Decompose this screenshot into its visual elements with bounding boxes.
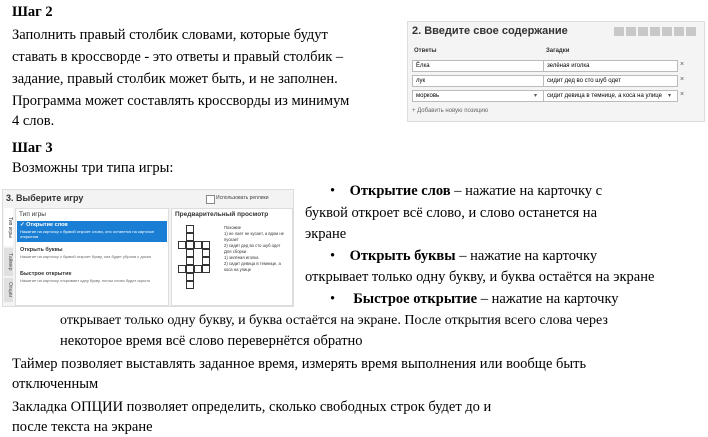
check-icon: ✓ Открытие слов — [20, 222, 68, 228]
preview-panel — [171, 208, 293, 306]
step3-intro: Возможны три типа игры: — [12, 160, 174, 176]
entry-row[interactable] — [412, 60, 678, 72]
bullet-item — [330, 246, 597, 266]
plus-icon: + — [412, 108, 418, 114]
tab-options[interactable]: Опции — [4, 278, 13, 302]
bullet-text: открывает только одну букву, и буква остаётся на экране. После открытия всего слова через — [60, 313, 608, 328]
bullet-text: открывает только одну букву, и буква остаётся на экране — [305, 269, 655, 285]
option-desc: Нажатие на карточку с буквой откроет слово, оно останется на карточке открытым — [20, 229, 155, 239]
bullet-term: Открыть буквы — [349, 248, 456, 264]
bullet-text: буквой откроет всё слово, и слово останется на — [305, 205, 598, 221]
panel-title: Тип игры — [19, 211, 46, 218]
answer-cell[interactable]: Ёлка — [416, 63, 430, 69]
chevron-down-icon[interactable]: ▾ — [534, 93, 538, 99]
add-entry-button[interactable] — [412, 108, 488, 114]
replicas-checkbox[interactable] — [206, 195, 215, 204]
preview-clue: 1) зелёная иголка — [224, 255, 259, 260]
chevron-down-icon[interactable]: ▾ — [668, 93, 672, 99]
bullet-icon: • — [330, 183, 350, 199]
bullet-text: – нажатие на карточку — [455, 248, 598, 264]
preview-clue: Похожие — [224, 225, 242, 230]
step2-line-1: Заполнить правый столбик словами, которые будут — [12, 27, 328, 43]
crossword-grid — [178, 225, 218, 297]
close-icon[interactable]: × — [680, 76, 685, 83]
game-option[interactable] — [17, 221, 167, 242]
game-select-title: 3. Выберите игру — [6, 193, 84, 203]
preview-title: Предварительный просмотр — [175, 211, 269, 218]
bullet-text: – нажатие на карточку — [477, 291, 619, 307]
clue-cell[interactable]: сидит дед во сто шуб одет — [547, 78, 621, 84]
preview-clue: 1) не лает не кусает, а вдом не пускает — [224, 231, 284, 242]
toolbar-icon — [674, 27, 684, 36]
timer-text: отключенным — [12, 376, 99, 392]
options-text: Закладка ОПЦИИ позволяет определить, сколько свободных строк будет до и — [12, 399, 492, 415]
preview-clue: 2) сидит дед во сто шуб одет — [224, 243, 281, 248]
tab-timer[interactable]: Таймер — [4, 248, 13, 276]
clues-header: Загадки — [546, 48, 570, 54]
step3-heading: Шаг 3 — [12, 140, 53, 156]
preview-clues — [224, 225, 290, 273]
toolbar-icon — [650, 27, 660, 36]
option-desc: Нажатие на карточку открывает одну букву, потом слово будет скрыто — [20, 278, 151, 283]
game-option[interactable] — [17, 246, 167, 266]
content-screenshot — [407, 21, 705, 122]
toolbar-icon — [614, 27, 624, 36]
bullet-item — [330, 289, 619, 309]
bullet-icon: • — [330, 248, 350, 264]
entry-row[interactable] — [412, 90, 678, 102]
toolbar-icon — [662, 27, 672, 36]
entry-row[interactable] — [412, 75, 678, 87]
tab-game-type[interactable]: Тип игры — [4, 208, 13, 246]
step2-line-3: задание, правый столбик может быть, и не заполнен. — [12, 71, 338, 87]
answer-cell[interactable]: морковь — [416, 93, 440, 99]
bullet-text: экране — [305, 226, 347, 242]
content-title: 2. Введите свое содержание — [412, 25, 568, 37]
bullet-term: Быстрое открытие — [353, 291, 478, 307]
game-option[interactable] — [17, 270, 167, 290]
step2-line-4: Программа может составлять кроссворды из минимум — [12, 93, 350, 109]
toolbar-icon — [686, 27, 696, 36]
step2-line-2: ставать в кроссворде - это ответы и правый столбик – — [12, 49, 344, 65]
bullet-term: Открытие слов — [349, 183, 451, 199]
clue-cell[interactable]: сидит девица в темнице, а коса на улице — [547, 93, 662, 99]
preview-clue: 2) сидит девица в темнице, а коса на улице — [224, 261, 281, 272]
toolbar-icon — [626, 27, 636, 36]
step2-line-5: 4 слов. — [12, 113, 55, 129]
game-select-screenshot — [2, 189, 294, 307]
add-entry-label: Добавить новую позицию — [417, 108, 489, 114]
option-title: Быстрое открытие — [20, 271, 72, 277]
clue-cell[interactable]: зелёная иголка — [547, 63, 590, 69]
step2-heading: Шаг 2 — [12, 4, 53, 20]
close-icon[interactable]: × — [680, 91, 685, 98]
option-title: Открыть буквы — [20, 247, 63, 253]
bullet-icon: • — [330, 291, 354, 307]
close-icon[interactable]: × — [680, 61, 685, 68]
toolbar-icon — [638, 27, 648, 36]
replicas-label: Использовать реплики — [216, 195, 269, 201]
answers-header: Ответы — [414, 48, 437, 54]
bullet-item — [330, 181, 602, 201]
game-type-panel — [15, 208, 169, 306]
option-title: Открытие слов — [26, 222, 68, 228]
options-text: после текста на экране — [12, 419, 153, 435]
answer-cell[interactable]: лук — [416, 78, 426, 84]
timer-text: Таймер позволяет выставлять заданное время, измерять время выполнения или вообще быть — [12, 356, 587, 372]
preview-clue: Для сборки — [224, 249, 247, 254]
bullet-text: некоторое время всё слово перевернётся обратно — [60, 333, 363, 349]
option-desc: Нажатие на карточку с буквой откроет букву, она будет убрана с доски — [20, 254, 151, 259]
bullet-text: – нажатие на карточку с — [450, 183, 603, 199]
